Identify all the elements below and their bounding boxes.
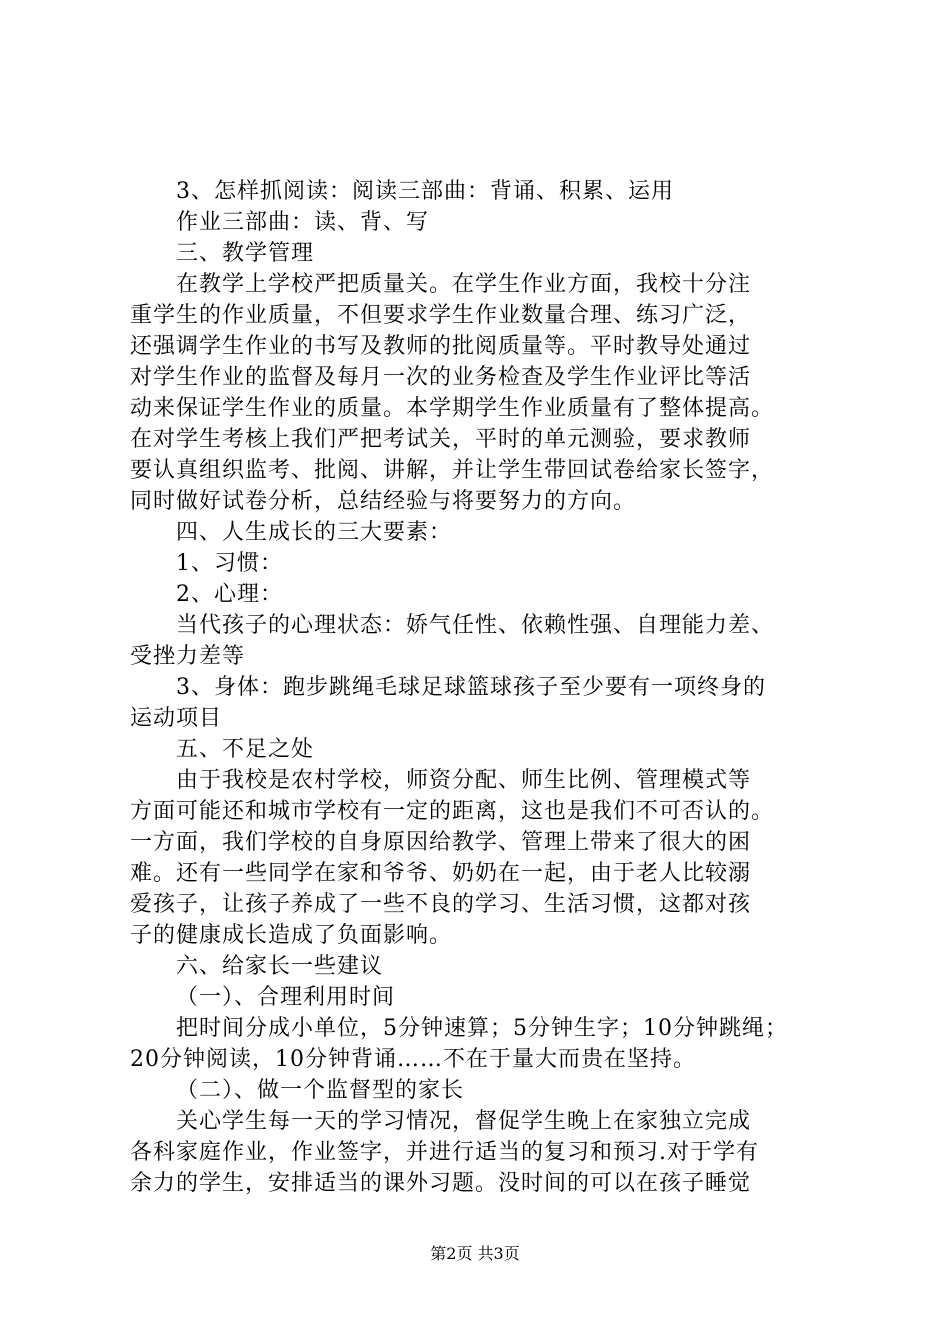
document-line: 三、教学管理 <box>176 241 315 266</box>
document-line: 对学生作业的监督及每月一次的业务检查及学生作业评比等活 <box>130 365 752 390</box>
document-line: 各科家庭作业，作业签字，并进行适当的复习和预习.对于学有 <box>130 1140 759 1165</box>
page-number-footer: 第2页 共3页 <box>430 1244 520 1263</box>
document-line: （一）、合理利用时间 <box>176 985 396 1010</box>
document-line: 把时间分成小单位，5分钟速算；5分钟生字；10分钟跳绳； <box>176 1016 788 1041</box>
document-line: 关心学生每一天的学习情况，督促学生晚上在家独立完成 <box>176 1109 752 1134</box>
document-line: 2、心理： <box>176 582 283 607</box>
document-line: 爱孩子，让孩子养成了一些不良的学习、生活习惯，这都对孩 <box>130 892 752 917</box>
document-line: 3、身体：跑步跳绳毛球足球篮球孩子至少要有一项终身的 <box>176 675 766 700</box>
document-line: 1、习惯： <box>176 551 283 576</box>
document-body <box>130 176 842 1199</box>
document-line: （二）、做一个监督型的家长 <box>176 1078 465 1103</box>
document-line: 五、不足之处 <box>176 737 315 762</box>
document-line: 方面可能还和城市学校有一定的距离，这也是我们不可否认的。 <box>130 799 775 824</box>
document-line: 20分钟阅读，10分钟背诵……不在于量大而贵在坚持。 <box>130 1047 696 1072</box>
document-line: 一方面，我们学校的自身原因给教学、管理上带来了很大的困 <box>130 830 752 855</box>
document-line: 受挫力差等 <box>130 644 246 669</box>
document-line: 四、人生成长的三大要素： <box>176 520 453 545</box>
document-line: 由于我校是农村学校，师资分配、师生比例、管理模式等 <box>176 768 752 793</box>
document-line: 同时做好试卷分析，总结经验与将要努力的方向。 <box>130 489 637 514</box>
document-line: 在对学生考核上我们严把考试关，平时的单元测验，要求教师 <box>130 427 752 452</box>
document-line: 难。还有一些同学在家和爷爷、奶奶在一起，由于老人比较溺 <box>130 861 752 886</box>
document-line: 余力的学生，安排适当的课外习题。没时间的可以在孩子睡觉 <box>130 1171 752 1196</box>
document-line: 作业三部曲：读、背、写 <box>176 210 430 235</box>
document-line: 在教学上学校严把质量关。在学生作业方面，我校十分注 <box>176 272 752 297</box>
document-line: 当代孩子的心理状态：娇气任性、依赖性强、自理能力差、 <box>176 613 775 638</box>
document-line: 六、给家长一些建议 <box>176 954 384 979</box>
document-line: 运动项目 <box>130 706 223 731</box>
document-line: 3、怎样抓阅读：阅读三部曲：背诵、积累、运用 <box>176 179 674 204</box>
document-line: 还强调学生作业的书写及教师的批阅质量等。平时教导处通过 <box>130 334 752 359</box>
document-line: 要认真组织监考、批阅、讲解，并让学生带回试卷给家长签字， <box>130 458 775 483</box>
document-line: 动来保证学生作业的质量。本学期学生作业质量有了整体提高。 <box>130 396 775 421</box>
document-line: 重学生的作业质量，不但要求学生作业数量合理、练习广泛， <box>130 303 752 328</box>
document-line: 子的健康成长造成了负面影响。 <box>130 923 453 948</box>
